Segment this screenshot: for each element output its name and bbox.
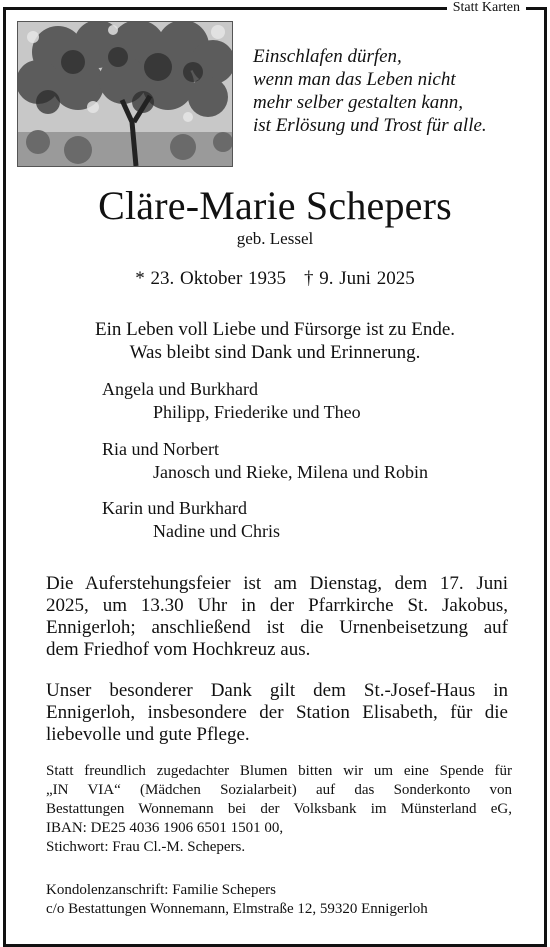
tree-image xyxy=(18,22,232,166)
condolence-line: Kondolenzanschrift: Familie Schepers xyxy=(46,882,276,898)
family-children: Janosch und Rieke, Milena und Robin xyxy=(153,462,428,482)
family-children: Philipp, Friederike und Theo xyxy=(153,402,361,422)
donation-paragraph xyxy=(46,762,512,857)
family-group xyxy=(102,438,428,484)
family-children: Nadine und Chris xyxy=(153,521,280,541)
poem-line: Einschlafen dürfen, xyxy=(253,46,402,67)
statt-karten-label: Statt Karten xyxy=(447,0,526,16)
donation-line: „IN VIA“ (Mädchen Sozialarbeit) auf das Sonderkonto von xyxy=(46,782,512,798)
ceremony-line: dem Friedhof vom Hochkreuz aus. xyxy=(46,639,311,660)
condolence-line: c/o Bestattungen Wonnemann, Elmstraße 12, 59320 Ennigerloh xyxy=(46,901,428,917)
poem-line: mehr selber gestalten kann, xyxy=(253,92,464,113)
family-parents: Angela und Burkhard xyxy=(102,379,258,399)
ceremony-line: Ennigerloh; anschließend ist die Urnenbeisetzung auf xyxy=(46,617,508,638)
thanks-line: Unser besonderer Dank gilt dem St.-Josef-Haus in xyxy=(46,680,508,701)
ceremony-paragraph xyxy=(46,573,508,661)
family-group xyxy=(102,378,361,424)
death-date: † 9. Juni 2025 xyxy=(304,268,415,289)
memorial-quote xyxy=(0,318,550,364)
quote-line: Ein Leben voll Liebe und Fürsorge ist zu Ende. xyxy=(94,319,456,340)
poem-line: ist Erlösung und Trost für alle. xyxy=(253,115,487,136)
donation-line: Statt freundlich zugedachter Blumen bitten wir um eine Spende für xyxy=(46,763,512,779)
maiden-name: geb. Lessel xyxy=(236,229,314,248)
donation-line: Stichwort: Frau Cl.-M. Schepers. xyxy=(46,839,246,855)
quote-line: Was bleibt sind Dank und Erinnerung. xyxy=(129,342,421,363)
family-parents: Ria und Norbert xyxy=(102,439,219,459)
tree-photo xyxy=(17,21,233,167)
ceremony-line: Die Auferstehungsfeier ist am Dienstag, dem 17. Juni xyxy=(46,573,508,594)
birth-date: * 23. Oktober 1935 xyxy=(135,268,287,289)
family-parents: Karin und Burkhard xyxy=(102,498,247,518)
condolence-address xyxy=(46,881,512,919)
thanks-line: liebevolle und gute Pflege. xyxy=(46,724,250,745)
donation-line: Bestattungen Wonnemann bei der Volksbank im Münsterland eG, xyxy=(46,801,512,817)
ceremony-line: 2025, um 13.30 Uhr in der Pfarrkirche St. Jakobus, xyxy=(46,595,508,616)
thanks-line: Ennigerloh, insbesondere der Station Elisabeth, für die xyxy=(46,702,508,723)
poem-line: wenn man das Leben nicht xyxy=(253,69,456,90)
family-group xyxy=(102,497,280,543)
deceased-name: Cläre-Marie Schepers xyxy=(98,183,452,228)
thanks-paragraph xyxy=(46,680,508,746)
donation-line: IBAN: DE25 4036 1906 6501 1501 00, xyxy=(46,820,284,836)
life-dates xyxy=(0,268,550,290)
poem xyxy=(253,45,487,137)
